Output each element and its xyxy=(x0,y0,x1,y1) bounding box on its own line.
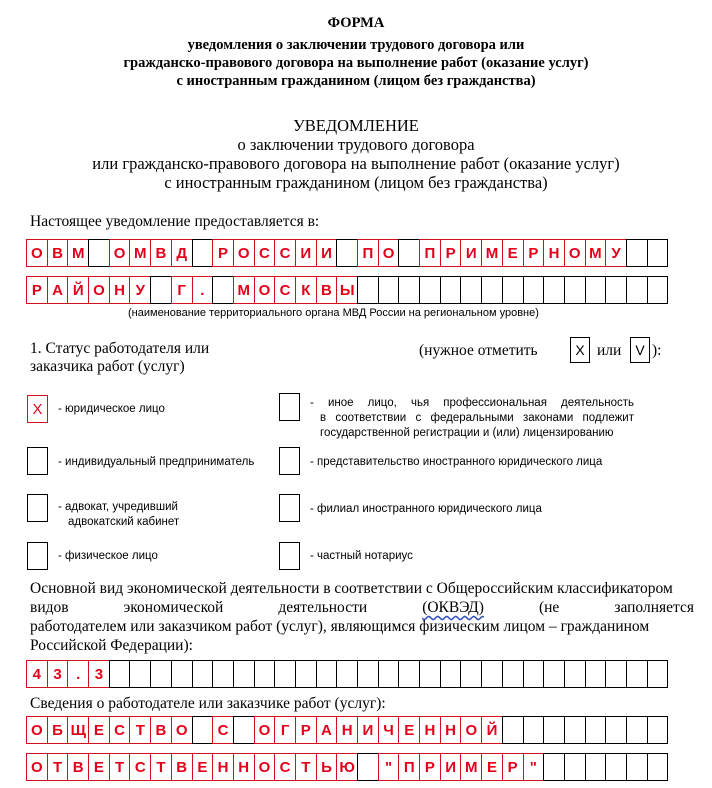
char-cell[interactable]: О xyxy=(378,239,400,267)
char-cell[interactable]: Т xyxy=(109,753,131,781)
char-cell[interactable] xyxy=(398,276,420,304)
char-cell[interactable]: 4 xyxy=(26,660,48,688)
char-cell[interactable] xyxy=(212,660,234,688)
char-cell[interactable] xyxy=(357,276,379,304)
okved-line-4: Российской Федерации): xyxy=(30,637,193,654)
char-cell[interactable]: 3 xyxy=(47,660,69,688)
char-cell[interactable]: М xyxy=(67,239,89,267)
status-hint-suffix: ): xyxy=(652,342,662,359)
char-cell[interactable]: Т xyxy=(47,753,69,781)
char-cell[interactable]: Ы xyxy=(336,276,358,304)
char-cell[interactable] xyxy=(543,716,565,744)
checkbox-legal-entity[interactable]: X xyxy=(27,395,48,423)
char-cell[interactable]: Й xyxy=(67,276,89,304)
char-cell[interactable]: С xyxy=(274,276,296,304)
char-cell[interactable]: Е xyxy=(88,753,110,781)
form-title-line-3: с иностранным гражданином (лицом без гражданства) xyxy=(176,73,536,89)
label-foreign-representation: - представительство иностранного юридического лица xyxy=(310,456,603,468)
okved-word-3: деятельности xyxy=(278,599,368,616)
char-cell[interactable]: О xyxy=(109,239,131,267)
employer-row-1 xyxy=(26,716,668,744)
char-cell[interactable]: Р xyxy=(26,276,48,304)
char-cell[interactable] xyxy=(626,753,648,781)
char-cell[interactable] xyxy=(88,239,110,267)
notice-line-1: о заключении трудового договора xyxy=(237,135,475,154)
char-cell[interactable]: С xyxy=(274,239,296,267)
status-label-2: заказчика работ (услуг) xyxy=(30,358,185,375)
status-label-1: 1. Статус работодателя или xyxy=(30,340,210,357)
char-cell[interactable]: М xyxy=(460,753,482,781)
char-cell[interactable]: И xyxy=(295,239,317,267)
char-cell[interactable]: С xyxy=(109,716,131,744)
checkbox-individual[interactable] xyxy=(27,542,48,570)
char-cell[interactable] xyxy=(440,276,462,304)
char-cell[interactable] xyxy=(440,660,462,688)
char-cell[interactable]: " xyxy=(523,753,545,781)
employer-row-2 xyxy=(26,753,668,781)
char-cell[interactable]: О xyxy=(233,239,255,267)
char-cell[interactable] xyxy=(523,716,545,744)
okved-line-2 xyxy=(30,598,694,617)
char-cell[interactable]: Т xyxy=(295,753,317,781)
recipient-label: Настоящее уведомление предоставляется в: xyxy=(30,213,320,230)
char-cell[interactable] xyxy=(398,660,420,688)
char-cell[interactable]: О xyxy=(88,276,110,304)
char-cell[interactable]: Р xyxy=(440,239,462,267)
char-cell[interactable]: К xyxy=(295,276,317,304)
char-cell[interactable] xyxy=(398,239,420,267)
char-cell[interactable] xyxy=(357,660,379,688)
char-cell[interactable] xyxy=(419,276,441,304)
checkbox-lawyer[interactable] xyxy=(27,494,48,522)
char-cell[interactable]: В xyxy=(150,716,172,744)
char-cell[interactable] xyxy=(192,716,214,744)
char-cell[interactable] xyxy=(585,660,607,688)
notice-line-3: с иностранным гражданином (лицом без гражданства) xyxy=(164,173,548,192)
char-cell[interactable]: Т xyxy=(150,753,172,781)
char-cell[interactable]: Г xyxy=(171,276,193,304)
checkbox-individual-entrepreneur[interactable] xyxy=(27,447,48,475)
form-title: ФОРМА xyxy=(327,15,385,31)
char-cell[interactable] xyxy=(233,660,255,688)
char-cell[interactable]: П xyxy=(357,239,379,267)
char-cell[interactable] xyxy=(523,276,545,304)
char-cell[interactable] xyxy=(647,660,669,688)
char-cell[interactable] xyxy=(543,276,565,304)
char-cell[interactable]: О xyxy=(254,276,276,304)
char-cell[interactable] xyxy=(419,660,441,688)
char-cell[interactable]: М xyxy=(129,239,151,267)
char-cell[interactable] xyxy=(460,276,482,304)
char-cell[interactable]: Н xyxy=(543,239,565,267)
char-cell[interactable] xyxy=(564,716,586,744)
char-cell[interactable]: В xyxy=(316,276,338,304)
char-cell[interactable]: Е xyxy=(502,239,524,267)
char-cell[interactable] xyxy=(481,660,503,688)
char-cell[interactable] xyxy=(605,276,627,304)
char-cell[interactable] xyxy=(129,660,151,688)
okved-word-5: (не xyxy=(538,599,560,616)
form-title-line-2: гражданско-правового договора на выполнение работ (оказание услуг) xyxy=(123,55,589,71)
checkbox-foreign-representation[interactable] xyxy=(279,447,300,475)
notice-line-2: или гражданско-правового договора на выполнение работ (оказание услуг) xyxy=(92,154,620,173)
okved-line-3: работодателем или заказчиком работ (услуг), являющимся физическим лицом – гражданином xyxy=(30,618,650,635)
char-cell[interactable] xyxy=(543,753,565,781)
char-cell[interactable] xyxy=(357,753,379,781)
char-cell[interactable]: П xyxy=(398,753,420,781)
okved-code-row xyxy=(26,660,668,688)
char-cell[interactable] xyxy=(295,660,317,688)
char-cell[interactable]: М xyxy=(481,239,503,267)
char-cell[interactable]: Н xyxy=(109,276,131,304)
okved-word-4: (ОКВЭД) xyxy=(422,599,484,616)
char-cell[interactable]: В xyxy=(150,239,172,267)
char-cell[interactable] xyxy=(564,753,586,781)
char-cell[interactable]: О xyxy=(26,753,48,781)
char-cell[interactable] xyxy=(585,276,607,304)
mark-x-sample: X xyxy=(570,337,590,363)
char-cell[interactable]: В xyxy=(67,753,89,781)
char-cell[interactable]: . xyxy=(192,276,214,304)
char-cell[interactable] xyxy=(171,660,193,688)
char-cell[interactable]: И xyxy=(357,716,379,744)
employer-label: Сведения о работодателе или заказчике работ (услуг): xyxy=(30,695,386,712)
char-cell[interactable] xyxy=(523,660,545,688)
char-cell[interactable]: Р xyxy=(502,753,524,781)
char-cell[interactable] xyxy=(109,660,131,688)
char-cell[interactable]: . xyxy=(67,660,89,688)
status-hint-or: или xyxy=(597,342,622,359)
char-cell[interactable] xyxy=(502,276,524,304)
char-cell[interactable]: П xyxy=(419,239,441,267)
char-cell[interactable] xyxy=(336,239,358,267)
label-lawyer-2: адвокатский кабинет xyxy=(68,516,180,528)
checkbox-foreign-branch[interactable] xyxy=(279,494,300,522)
char-cell[interactable] xyxy=(316,660,338,688)
char-cell[interactable]: С xyxy=(274,753,296,781)
char-cell[interactable] xyxy=(378,660,400,688)
char-cell[interactable] xyxy=(626,239,648,267)
char-cell[interactable] xyxy=(647,239,669,267)
char-cell[interactable]: Н xyxy=(233,753,255,781)
char-cell[interactable]: О xyxy=(460,716,482,744)
char-cell[interactable] xyxy=(502,660,524,688)
label-individual-entrepreneur: - индивидуальный предприниматель xyxy=(58,456,255,468)
char-cell[interactable] xyxy=(233,716,255,744)
char-cell[interactable]: Р xyxy=(419,753,441,781)
char-cell[interactable]: М xyxy=(585,239,607,267)
status-hint-prefix: (нужное отметить xyxy=(419,342,538,359)
char-cell[interactable]: Д xyxy=(171,239,193,267)
char-cell[interactable] xyxy=(626,660,648,688)
char-cell[interactable]: О xyxy=(26,716,48,744)
char-cell[interactable]: Ю xyxy=(336,753,358,781)
notice-title: УВЕДОМЛЕНИЕ xyxy=(293,116,419,135)
char-cell[interactable]: Ь xyxy=(316,753,338,781)
label-foreign-branch: - филиал иностранного юридического лица xyxy=(310,503,542,515)
char-cell[interactable] xyxy=(460,660,482,688)
char-cell[interactable]: Н xyxy=(212,753,234,781)
char-cell[interactable]: Н xyxy=(440,716,462,744)
char-cell[interactable] xyxy=(336,660,358,688)
char-cell[interactable]: О xyxy=(171,716,193,744)
checkbox-other-person[interactable] xyxy=(279,393,300,421)
char-cell[interactable]: Е xyxy=(398,716,420,744)
char-cell[interactable] xyxy=(481,276,503,304)
char-cell[interactable]: У xyxy=(129,276,151,304)
char-cell[interactable]: Р xyxy=(295,716,317,744)
recipient-row-1 xyxy=(26,239,668,267)
recipient-caption: (наименование территориального органа МВД России на региональном уровне) xyxy=(128,307,539,319)
char-cell[interactable] xyxy=(605,660,627,688)
char-cell[interactable]: О xyxy=(254,716,276,744)
char-cell[interactable]: Ч xyxy=(378,716,400,744)
char-cell[interactable]: С xyxy=(129,753,151,781)
char-cell[interactable] xyxy=(585,753,607,781)
char-cell[interactable] xyxy=(543,660,565,688)
mark-v-sample: V xyxy=(630,337,650,363)
char-cell[interactable]: С xyxy=(254,239,276,267)
char-cell[interactable]: Б xyxy=(47,716,69,744)
char-cell[interactable]: Т xyxy=(129,716,151,744)
char-cell[interactable]: Р xyxy=(523,239,545,267)
char-cell[interactable]: В xyxy=(171,753,193,781)
label-lawyer-1: - адвокат, учредивший xyxy=(58,501,178,513)
char-cell[interactable]: В xyxy=(47,239,69,267)
char-cell[interactable]: 3 xyxy=(88,660,110,688)
char-cell[interactable]: Н xyxy=(336,716,358,744)
char-cell[interactable]: Р xyxy=(212,239,234,267)
char-cell[interactable]: О xyxy=(26,239,48,267)
char-cell[interactable] xyxy=(647,716,669,744)
char-cell[interactable] xyxy=(212,276,234,304)
char-cell[interactable]: С xyxy=(212,716,234,744)
char-cell[interactable]: О xyxy=(564,239,586,267)
char-cell[interactable] xyxy=(150,660,172,688)
char-cell[interactable] xyxy=(254,660,276,688)
char-cell[interactable] xyxy=(564,276,586,304)
char-cell[interactable]: У xyxy=(605,239,627,267)
char-cell[interactable] xyxy=(647,276,669,304)
char-cell[interactable]: Е xyxy=(192,753,214,781)
label-notary: - частный нотариус xyxy=(310,550,413,562)
okved-word-2: экономической xyxy=(123,599,224,616)
char-cell[interactable] xyxy=(502,716,524,744)
char-cell[interactable]: Щ xyxy=(67,716,89,744)
char-cell[interactable]: Г xyxy=(274,716,296,744)
okved-word-6: заполняется xyxy=(614,599,694,616)
checkbox-notary[interactable] xyxy=(279,542,300,570)
char-cell[interactable] xyxy=(605,716,627,744)
label-other-person-2: в соответствии с федеральными законами подлежит xyxy=(320,412,634,424)
char-cell[interactable] xyxy=(378,276,400,304)
char-cell[interactable]: И xyxy=(440,753,462,781)
recipient-row-2 xyxy=(26,276,668,304)
label-legal-entity: - юридическое лицо xyxy=(58,403,165,415)
char-cell[interactable] xyxy=(647,753,669,781)
char-cell[interactable] xyxy=(626,716,648,744)
char-cell[interactable]: О xyxy=(254,753,276,781)
char-cell[interactable]: Е xyxy=(88,716,110,744)
char-cell[interactable] xyxy=(274,660,296,688)
okved-line-1: Основной вид экономической деятельности в соответствии с Общероссийским классификатором xyxy=(30,580,673,597)
char-cell[interactable] xyxy=(192,239,214,267)
label-other-person-3: государственной регистрации и (или) лицензированию xyxy=(320,427,614,439)
form-title-line-1: уведомления о заключении трудового договора или xyxy=(187,37,525,53)
char-cell[interactable]: И xyxy=(316,239,338,267)
okved-word-1: видов xyxy=(30,599,69,616)
char-cell[interactable]: Й xyxy=(481,716,503,744)
char-cell[interactable]: А xyxy=(47,276,69,304)
char-cell[interactable] xyxy=(564,660,586,688)
label-other-person-1: - иное лицо, чья профессиональная деятельность xyxy=(310,397,634,409)
char-cell[interactable]: Н xyxy=(419,716,441,744)
char-cell[interactable] xyxy=(605,753,627,781)
char-cell[interactable] xyxy=(626,276,648,304)
char-cell[interactable]: М xyxy=(233,276,255,304)
char-cell[interactable] xyxy=(192,660,214,688)
char-cell[interactable]: " xyxy=(378,753,400,781)
char-cell[interactable]: Е xyxy=(481,753,503,781)
char-cell[interactable]: И xyxy=(460,239,482,267)
label-individual: - физическое лицо xyxy=(58,550,158,562)
char-cell[interactable]: А xyxy=(316,716,338,744)
char-cell[interactable] xyxy=(150,276,172,304)
char-cell[interactable] xyxy=(585,716,607,744)
